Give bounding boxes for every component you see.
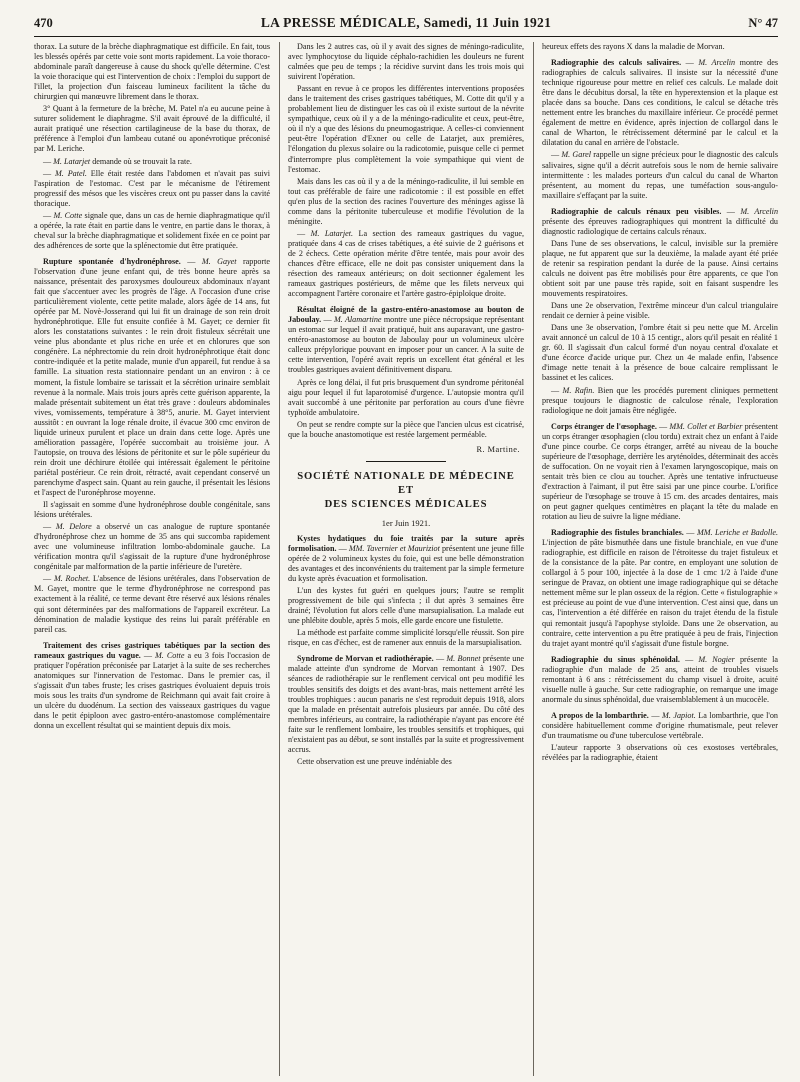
speaker-name: M. Nogier [698, 654, 735, 664]
section-separator [366, 461, 446, 462]
newspaper-page [34, 14, 778, 1076]
paragraph: On peut se rendre compte sur la pièce que l'ancien ulcus est cicatrisé, que la bouche anastomotique est restée largement perméable. [288, 419, 524, 439]
speaker-name: M. Latarjet. [310, 228, 354, 238]
speaker-name: M. Delore [55, 522, 92, 532]
society-name-line: DES SCIENCES MÉDICALES [324, 498, 488, 510]
paragraph: — M. Latarjet demande où se trouvait la rate. [43, 156, 192, 166]
section-heading: Radiographie des fistules branchiales. [551, 528, 684, 538]
paragraph-text: présente des épreuves radiographiques qui montrent la difficulté du diagnostic radiologique de certains calculs rénaux. [542, 216, 778, 236]
section-paragraph: Syndrome de Morvan et radiothérapie. — M. Bonnet présente une malade atteinte d'un syndrome de Morvan remontant à 1907. Des séances de radiothérapie sur le renflement cervical ont peu modifié les troubles sensitifs des doigts et des avant-bras, mais nettement arrêté les troubles trophiques : aucun panaris ne s'est reproduit depuis 1918, alors que la malade en présentait autrefois plusieurs par année. Du côté des membres inférieurs, au contraire, la radiothérapie n'ayant pas encore été faite sur le renflement lombaire, les troubles sensitifs et trophiques, qui n'existaient pas au début, se sont installés par la suite et progressivement accrus. [288, 654, 524, 754]
paragraph-text: a observé un cas analogue de rupture spontanée d'hydronéphrose chez un homme de 35 ans qui succomba rapidement avec une volumineuse infiltration lombo-abdominale gauche. La vérification montra qu'il s'agissait de la rupture d'une hydronéphrose congénitale par malformation de la partie inférieure de l'uretère. [34, 522, 270, 572]
section-heading: Radiographie du sinus sphénoïdal. [551, 654, 680, 664]
page-header [34, 14, 778, 37]
paragraph: Passant en revue à ce propos les différentes interventions proposées dans le traitement des crises gastriques tabétiques, M. Cotte dit qu'il y a probablement lieu de distinguer les cas où il existe surtout de la névrite sympathique, ceux où il y a de la méningo-radiculite et ceux, peut-être, où il n'y a que des lésions du pneumogastrique. A celles-ci conviennent peut-être l'opération d'Exner ou celle de Latarjet, aux premières, l'élongation du plexus solaire ou la radicotomie, puisque celle ci permet d'interrompre plus complètement la voie sympathique qui vient de l'estomac. [288, 84, 524, 174]
paragraph-text: Elle était restée dans l'abdomen et n'avait pas suivi l'aspiration de l'estomac. C'est par le mécanisme de l'étirement progressif des mésos que les viscères creux ont pu passer dans la cavité thoracique. [34, 168, 270, 208]
paragraph-text: montre une pièce nécropsique représentant un estomac sur lequel il avait pratiqué, huit ans auparavant, une gastro-entéro-anastomose au bouton de Jaboulay pour un volumineux ulcère calleux prépylorique pouvant en imposer pour un cancer. A la suite de cette intervention, l'opéré avait repris un excellent état général et les troubles gastriques avaient définitivement disparu. [288, 315, 524, 375]
paragraph-text: Bien que les procédés purement cliniques permettent presque toujours le diagnostic de calculose rénale, l'exploration radiologique ne doit jamais être négligée. [542, 385, 778, 415]
paragraph: — M. Latarjet. La section des rameaux gastriques du vague, pratiquée dans 4 cas de crises tabétiques, a été suivie de 2 guérisons et de 2 échecs. Cette opération mérite d'être tentée, mais pour avoir des chances d'être efficace, elle ne doit pas consister uniquement dans la résection des rameaux antérieurs; on doit sectionner également les rameaux gastriques postérieurs, de même que les filets nerveux qui accompagnent l'artère coronaire et l'artère gastro-épiploïque droite. [288, 228, 524, 299]
section-heading: Résultat éloigné de la gastro-entéro-anastomose au bouton de Jaboulay. [288, 305, 524, 325]
column-divider [279, 42, 280, 1076]
speaker-name: MM. Collet et Barbier [669, 421, 743, 431]
speaker-name: M. Latarjet [53, 156, 91, 166]
paragraph-text: présentent un corps étranger œsophagien (clou tordu) extrait chez un enfant à l'aide d'une pince courbe. Ce corps étranger, arrêté au niveau de la bouche supérieure de l'œsophage, derrière les aryténoïdes, déterminait des accès de suffocation. On ne voyait rien à l'examen laryngoscopique, mais on sentait très bien ce clou au toucher. Après une tentative infructueuse d'extraction à l'aimant, il put être saisi par une pince courbe. L'orifice supérieur de l'œsophage se trouve à 15 cm. des arcades dentaires, mais on peut gagner quelques centimètres en plaçant la tête du malade en rotation au lieu de suivre la ligne médiane. [542, 421, 778, 522]
paragraph: — M. Rochet. L'absence de lésions urétérales, dans l'observation de M. Gayet, montre que le terme d'hydronéphrose ne correspond pas exactement à la réalité, ce terme devant être réservé aux lésions rénales qui sont déterminées par des malformations de l'appareil excréteur. La dénomination de maladie kystique des reins lui paraît préférable en pareil cas. [34, 574, 270, 634]
paragraph: Mais dans les cas où il y a de la méningo-radiculite, il lui semble en tout cas préférable de faire une radicotomie : il est possible en effet qu'en plus de la section des racines l'ouverture des méninges agisse là comme dans la péritonite tuberculeuse et modifie l'évolution de la méningite. [288, 176, 524, 226]
paragraph-text: La lombarthrie, que l'on considère habituellement comme d'origine rhumatismale, peut relever d'un traumatisme ou d'une tuberculose vertébrale. [542, 710, 778, 740]
section-paragraph: Radiographie des calculs salivaires. — M. Arcelin montre des radiographies de calculs salivaires. Il insiste sur la nécessité d'une technique rigoureuse pour mettre en relief ces calculs. Le malade doit être dans le décubitus dorsal, la tête en hyperextension et la plaque est placée dans sa bouche. Dans ces conditions, le calcul se détache très nettement entre les branches du maxillaire inférieur. Ce procédé permet également de mettre en évidence, après injection de collargol dans le canal de Wharton, le rétrécissement déterminé par le calcul et la dilatation du canal en arrière de l'obstacle. [542, 58, 778, 148]
section-paragraph: Radiographie de calculs rénaux peu visibles. — M. Arcelin présente des épreuves radiographiques qui montrent la difficulté du diagnostic radiologique de certains calculs rénaux. [542, 206, 778, 236]
section-paragraph: A propos de la lombarthrie. — M. Japiot. La lombarthrie, que l'on considère habituellement comme d'origine rhumatismale, peut relever d'un traumatisme ou d'une tuberculose vertébrale. [542, 710, 778, 740]
section-paragraph: Radiographie du sinus sphénoïdal. — M. Nogier présente la radiographie d'un malade de 25 ans, atteint de troubles visuels remontant à 6 ans : rétrécissement du champ visuel à droite, acuité visuelle nulle à gauche. Sur cette radiographie, on remarque une image anormale du sinus sphénoïdal, due vraisemblablement à un mucocèle. [542, 654, 778, 704]
speaker-name: M. Patel. [55, 168, 87, 178]
section-heading: A propos de la lombarthrie. [551, 710, 649, 720]
column-left [34, 42, 270, 1076]
section-heading: Radiographie de calculs rénaux peu visibles. [551, 206, 722, 216]
section-heading: Radiographie des calculs salivaires. [551, 58, 682, 68]
session-date: 1er Juin 1921. [381, 517, 431, 528]
paragraph-text: L'injection de pâte bismuthée dans une fistule branchiale, en vue d'une radiographie, est difficile en raison de l'étroitesse du trajet fistuleux et de la consistance de la pâte. Par contre, en employant une solution de collargol à 5 pour 100, injectée à la dose de 1 cmc 1/2 à l'aide d'une seringue de Pravaz, on obtient une image radiographique qui se détache nettement même sur le plan osseux de la région. Cette « fistulographie » est précieuse au point de vue d'une intervention. C'est ainsi que, dans un cas, l'intervention a été différée en raison du trajet étendu de la fistule qui remontait jusqu'à l'apophyse styloïde. Dans une 2e observation, au contraire, cette intervention a pu être pratiquée à peu de frais, l'injection du trajet ayant montré qu'il s'agissait d'une fistule borgne. [542, 538, 778, 648]
speaker-name: M. Arcelin [698, 58, 736, 68]
society-name-line: SOCIÉTÉ NATIONALE DE MÉDECINE [297, 470, 515, 482]
author-signature: R. Martine. [476, 444, 520, 454]
paragraph-text: L'absence de lésions urétérales, dans l'observation de M. Gayet, montre que le terme d'hydronéphrose ne correspond pas exactement à la réalité, ce terme devant être réservé aux lésions rénales qui sont déterminées par des malformations de l'appareil excréteur. La dénomination de maladie kystique des reins lui paraît préférable en pareil cas. [34, 574, 270, 634]
paragraph: 3° Quant à la fermeture de la brèche, M. Patel n'a eu aucune peine à suturer solidement le diaphragme. S'il avait éprouvé de la difficulté, il aurait pratiqué une résection cartilagineuse de la base du thorax, de préférence à l'emploi d'un lambeau cutané ou aponévrotique préconisé par M. Leriche. [34, 104, 270, 154]
speaker-name: M. Arcelin [740, 206, 778, 216]
paragraph: heureux effets des rayons X dans la maladie de Morvan. [542, 42, 725, 51]
paragraph-text: signale que, dans un cas de hernie diaphragmatique qu'il a opérée, la rate était en partie dans le ventre, en partie dans le thorax, à cheval sur la brèche diaphragmatique et solidement fixée en ce point par des adhérences de sorte que la splénectomie dut être pratiquée. [34, 210, 270, 250]
column-middle [288, 42, 524, 1076]
paragraph-text: rapporte l'observation d'une jeune enfant qui, de très bonne heure après sa naissance, présentait des paroxysmes douloureux abdominaux n'ayant fait que s'accentuer avec les progrès de l'âge. A l'occasion d'une crise particulièrement violente, cette petite malade, alors âgée de 14 ans, fut opérée par M. Novè-Josserand qui lui fit un drainage de son rein droit hydronéphrotique. Elle fut ensuite confiée à M. Gayet; ce dernier fit alors les constatations suivantes : le rein droit fistuleux sécrétait une veine plus abondante et plus riche en urée et en chlorures que son congénère. La néphrectomie du rein droit hydronéphrotique était donc contre-indiquée et la petite malade, munie d'un appareil, fut rendue à sa famille. La situation resta stationnaire pendant un an environ : à ce moment, la fistule lombaire se tarissait et la sécrétion urinaire semblait revenue à la normale. Mais trois jours après cette guérison apparente, la malade présentait subitement un état très grave : douleurs abdominales vives, vomissements, température à 38°5, anurie. M. Gayet intervient aussitôt : en ouvrant la loge rénale droite, il évacue 300 cmc environ de liquide urineux purulent et place un drain dans cette loge. Après une amélioration passagère, l'opérée succombait au troisième jour. A l'autopsie, on trouva des lésions de péritonite et sur le pôle supérieur du rein droit une déchirure étoilée qui intéressait également le péritoine pariétal postérieur. Ce rein droit, rétracté, avait cependant conservé un parenchyme d'aspect sain. Quant au rein gauche, il présentait les lésions et l'aspect de l'uronéphrose moyenne. [34, 256, 270, 498]
section-paragraph: Traitement des crises gastriques tabétiques par la section des rameaux gastriques du vague. — M. Cotte a eu 3 fois l'occasion de pratiquer l'opération préconisée par Latarjet à la suite de ses recherches anatomiques sur l'innervation de l'estomac. Dans le premier cas, il s'agissait d'un tabes fruste; les crises gastriques évoluaient depuis trois mois sous les traits d'un syndrome de Reichmann qui avait fait croire à un ulcère du duodénum. La section des vaisseaux gastriques du vague dans le petit épiploon avec gastro-entéro-anastomose complémentaire donna un excellent résultat qui se maintient depuis dix mois. [34, 640, 270, 731]
speaker-name: M. Rochet. [53, 574, 91, 584]
paragraph: — M. Delore a observé un cas analogue de rupture spontanée d'hydronéphrose chez un homme de 35 ans qui succomba rapidement avec une volumineuse infiltration lombo-abdominale gauche. La vérification montra qu'il s'agissait de la rupture d'une hydronéphrose congénitale par malformation de la partie inférieure de l'uretère. [34, 522, 270, 572]
paragraph: — M. Patel. Elle était restée dans l'abdomen et n'avait pas suivi l'aspiration de l'estomac. C'est par le mécanisme de l'étirement progressif des mésos que les viscères creux ont pu passer dans la cavité thoracique. [34, 168, 270, 208]
paragraph: Dans une 3e observation, l'ombre était si peu nette que M. Arcelin avait annoncé un calcul de 10 à 15 centigr., alors qu'il pesait en réalité 1 gr. 60. Il s'agissait d'un calcul formé d'un noyau central d'oxalate et d'une écorce d'acide urique pur. Chez un 4e malade enfin, l'absence d'image nette tenait à la présence de boue calcaire remplissant le bassinet et les calices. [542, 323, 778, 383]
paragraph: Dans l'une de ses observations, le calcul, invisible sur la première plaque, ne fut apparent que sur la deuxième, la malade ayant été priée de retenir sa respiration pendant la durée de la pause. Ainsi certains calculs ne doivent pas être mobilisés pour être apparents, ce que l'on obtient soit par une pause très rapide, soit en faisant suspendre les mouvements respiratoires. [542, 238, 778, 299]
speaker-name: M. Garel [561, 150, 592, 160]
society-heading [288, 470, 524, 528]
paragraph: Cette observation est une preuve indéniable des [297, 756, 452, 766]
section-paragraph: Kystes hydatiques du foie traités par la suture après formolisation. — MM. Tavernier et Mauriziot présentent une jeune fille opérée de 2 volumineux kystes du foie, qui est une belle démonstration des avantages et des inconvénients du traitement par la simple fermeture du kyste après évacuation et formolisation. [288, 533, 524, 584]
paragraph-text: présentent une jeune fille opérée de 2 volumineux kystes du foie, qui est une belle démonstration des avantages et des inconvénients du traitement par la simple fermeture du kyste après évacuation et formolisation. [288, 543, 524, 584]
speaker-name: M. Gayet [201, 256, 237, 266]
section-paragraph: Corps étranger de l'œsophage. — MM. Collet et Barbier présentent un corps étranger œsophagien (clou tordu) extrait chez un enfant à l'aide d'une pince courbe. Ce corps étranger, arrêté au niveau de la bouche supérieure de l'œsophage, derrière les aryténoïdes, déterminait des accès de suffocation. On ne voyait rien à l'examen laryngoscopique, mais on sentait très bien ce clou au toucher. Après une tentative infructueuse d'extraction à l'aimant, il put être saisi par une pince courbe. L'orifice supérieur de l'œsophage se trouve à 15 cm. des arcades dentaires, mais on peut gagner quelques centimètres en plaçant la tête du malade en rotation au lieu de suivre la ligne médiane. [542, 421, 778, 522]
column-divider [533, 42, 534, 1076]
society-name-line: ET [398, 484, 414, 496]
paragraph-text: demande où se trouvait la rate. [90, 156, 192, 166]
paragraph-text: rappelle un signe précieux pour le diagnostic des calculs salivaires, signe qu'il a décrit autrefois sous le nom de hernie salivaire intermittente : les malades porteurs d'un calcul du canal de Wharton présentent, au moment du repas, une tuméfaction sous-angulo-maxillaire s'effaçant par la suite. [542, 150, 778, 200]
section-heading: Kystes hydatiques du foie traités par la suture après formolisation. [288, 533, 524, 553]
column-right [542, 42, 778, 1076]
section-paragraph: Rupture spontanée d'hydronéphrose. — M. Gayet rapporte l'observation d'une jeune enfant qui, de très bonne heure après sa naissance, présentait des paroxysmes douloureux abdominaux n'ayant fait que s'accentuer avec les progrès de l'âge. A l'occasion d'une crise particulièrement violente, cette petite malade, alors âgée de 14 ans, fut opérée par M. Novè-Josserand qui lui fit un drainage de son rein droit hydronéphrotique. Elle fut ensuite confiée à M. Gayet; ce dernier fit alors les constatations suivantes : le rein droit fistuleux sécrétait une veine plus abondante et plus riche en urée et en chlorures que son congénère. La néphrectomie du rein droit hydronéphrotique était donc contre-indiquée et la petite malade, munie d'un appareil, fut rendue à sa famille. La situation resta stationnaire pendant un an environ : à ce moment, la fistule lombaire se tarissait et la sécrétion urinaire semblait revenue à la normale. Mais trois jours après cette guérison apparente, la malade présentait subitement un état très grave : douleurs abdominales vives, vomissements, température à 38°5, anurie. M. Gayet intervient aussitôt : en ouvrant la loge rénale droite, il évacue 300 cmc environ de liquide urineux purulent et place un drain dans cette loge. Après une amélioration passagère, l'opérée succombait au troisième jour. A l'autopsie, on trouva des lésions de péritonite et sur le pôle supérieur du rein droit une déchirure étoilée qui intéressait également le péritoine pariétal postérieur. Ce rein droit, rétracté, avait cependant conservé un parenchyme d'aspect sain. Quant au rein gauche, il présentait les lésions et l'aspect de l'uronéphrose moyenne. [34, 256, 270, 498]
speaker-name: M. Cotte [155, 650, 185, 660]
speaker-name: M. Bonnet [446, 654, 481, 664]
paragraph-text: montre des radiographies de calculs salivaires. Il insiste sur la nécessité d'une technique rigoureuse pour mettre en relief ces calculs. Le malade doit être dans le décubitus dorsal, la tête en hyperextension et la plaque est placée dans sa bouche. Dans ces conditions, le calcul se détache très nettement entre les branches du maxillaire inférieur. Ce procédé permet également de mettre en évidence, après injection de collargol dans le canal de Wharton, le rétrécissement déterminé par le calcul et la dilatation du canal en arrière de l'obstacle. [542, 58, 778, 148]
paragraph: Dans les 2 autres cas, où il y avait des signes de méningo-radiculite, avec lymphocytose du liquide céphalo-rachidien les douleurs ne furent calmées que peu de temps ; la récidive survint dans les trois mois qui suivirent l'opération. [288, 42, 524, 82]
page-number: 470 [34, 16, 53, 30]
paragraph-text: présente la radiographie d'un malade de 25 ans, atteint de troubles visuels remontant à 6 ans : rétrécissement du champ visuel à droite, acuité visuelle nulle à gauche. Sur cette radiographie, on remarque une image anormale du sinus sphénoïdal, due vraisemblablement à un mucocèle. [542, 654, 778, 704]
paragraph: — M. Cotte signale que, dans un cas de hernie diaphragmatique qu'il a opérée, la rate était en partie dans le ventre, en partie dans le thorax, à cheval sur la brèche diaphragmatique et solidement fixée en ce point par des adhérences de sorte que la splénectomie dut être pratiquée. [34, 210, 270, 250]
section-paragraph: Radiographie des fistules branchiales. — MM. Leriche et Badolle. L'injection de pâte bismuthée dans une fistule branchiale, en vue d'une radiographie, est difficile en raison de l'étroitesse du trajet fistuleux et de la consistance de la pâte. Par contre, en employant une solution de collargol à 5 pour 100, injectée à la dose de 1 cmc 1/2 à l'aide d'une seringue de Pravaz, on obtient une image radiographique qui se détache nettement même sur le plan osseux de la région. Cette « fistulographie » est précieuse au point de vue d'une intervention. C'est ainsi que, dans un cas, l'intervention a été différée en raison du trajet étendu de la fistule qui remontait jusqu'à l'apophyse styloïde. Dans une 2e observation, au contraire, cette intervention a pu être pratiquée à peu de frais, l'injection du trajet ayant montré qu'il s'agissait d'une fistule borgne. [542, 528, 778, 648]
paragraph: L'auteur rapporte 3 observations où ces exostoses vertébrales, révélées par la radiographie, étaient [542, 743, 778, 763]
paragraph-text: présente une malade atteinte d'un syndrome de Morvan remontant à 1907. Des séances de radiothérapie sur le renflement cervical ont peu modifié les troubles sensitifs des doigts et des avant-bras, mais nettement arrêté les troubles trophiques : aucun panaris ne s'est reproduit depuis 1918, alors que la malade en présentait autrefois plusieurs par année. Du côté des membres inférieurs, au contraire, la radiothérapie n'ayant pas encore été faite sur le renflement lombaire, les troubles sensitifs et trophiques, qui n'existaient pas au début, se sont installés par la suite et progressivement accrus. [288, 654, 524, 754]
speaker-name: M. Cotte [53, 210, 83, 220]
speaker-name: MM. Leriche et Badolle. [696, 528, 778, 538]
paragraph: La méthode est parfaite comme simplicité lorsqu'elle réussit. Son pire risque, en cas d'échec, est de ramener aux ennuis de la marsupialisation. [288, 628, 524, 648]
speaker-name: M. Alamartine [333, 315, 382, 325]
paragraph: L'un des kystes fut guéri en quelques jours; l'autre se remplit progressivement de bile qui s'infecta ; il dut après 3 semaines être drainé; l'évolution fut alors celle d'une marsupialisation. La malade eut une phlébite double, après 5 mois, elle garde encore une fistulette. [288, 586, 524, 626]
paragraph-text: a eu 3 fois l'occasion de pratiquer l'opération préconisée par Latarjet à la suite de ses recherches anatomiques sur l'innervation de l'estomac. Dans le premier cas, il s'agissait d'un tabes fruste; les crises gastriques évoluaient depuis trois mois sous les traits d'un syndrome de Reichmann qui avait fait croire à un ulcère du duodénum. La section des vaisseaux gastriques du vague dans le petit épiploon avec gastro-entéro-anastomose complémentaire donna un excellent résultat qui se maintient depuis dix mois. [34, 650, 270, 731]
paragraph: Après ce long délai, il fut pris brusquement d'un syndrome péritonéal aigu pour lequel il fut laparotomisé d'urgence. L'autopsie montra qu'il avait succombé à une péritonite par perforation au cours d'une fièvre typhoïde ambulatoire. [288, 377, 524, 417]
speaker-name: MM. Tavernier et Mauriziot [348, 543, 440, 553]
section-heading: Rupture spontanée d'hydronéphrose. [43, 256, 181, 266]
paragraph: Dans une 2e observation, l'extrême minceur d'un calcul triangulaire rendait ce dernier à peine visible. [542, 301, 778, 321]
paragraph-text: La section des rameaux gastriques du vague, pratiquée dans 4 cas de crises tabétiques, a été suivie de 2 guérisons et de 2 échecs. Cette opération mérite d'être tentée, mais pour avoir des chances d'être efficace, elle ne doit pas consister uniquement dans la résection des rameaux antérieurs; on doit sectionner également les rameaux gastriques postérieurs, de même que les filets nerveux qui accompagnent l'artère coronaire et l'artère gastro-épiploïque droite. [288, 228, 524, 299]
section-paragraph: Résultat éloigné de la gastro-entéro-anastomose au bouton de Jaboulay. — M. Alamartine montre une pièce nécropsique représentant un estomac sur lequel il avait pratiqué, huit ans auparavant, une gastro-entéro-anastomose au bouton de Jaboulay pour un volumineux ulcère calleux prépylorique pouvant en imposer pour un cancer. A la suite de cette intervention, l'opéré avait repris un excellent état général et les troubles gastriques avaient définitivement disparu. [288, 305, 524, 375]
speaker-name: M. Japiot. [662, 710, 696, 720]
section-heading: Corps étranger de l'œsophage. [551, 421, 657, 431]
paragraph: — M. Rafin. Bien que les procédés purement cliniques permettent presque toujours le diagnostic de calculose rénale, l'exploration radiologique ne doit jamais être négligée. [542, 385, 778, 415]
issue-number: N° 47 [748, 16, 778, 30]
section-heading: Syndrome de Morvan et radiothérapie. [297, 654, 434, 664]
speaker-name: M. Rafin. [562, 385, 595, 395]
paragraph: thorax. La suture de la brèche diaphragmatique est difficile. En fait, tous les blessés opérés par cette voie sont morts rapidement. La voie thoraco-abdominale paraît dangereuse à cause du shock qu'elle détermine. C'est la voie thoracique qui est l'intervention de choix : l'emploi du support de l'illet, la projection d'un faisceau lumineux facilitent la tâche du chirurgien qui manœuvre librement dans le thorax. [34, 42, 270, 102]
section-heading: Traitement des crises gastriques tabétiques par la section des rameaux gastriques du vague. [34, 640, 270, 660]
journal-title: LA PRESSE MÉDICALE, Samedi, 11 Juin 1921 [260, 15, 552, 30]
paragraph: Il s'agissait en somme d'une hydronéphrose double congénitale, sans lésions urétérales. [34, 500, 270, 520]
paragraph: — M. Garel rappelle un signe précieux pour le diagnostic des calculs salivaires, signe qu'il a décrit autrefois sous le nom de hernie salivaire intermittente : les malades porteurs d'un calcul du canal de Wharton présentent, au moment du repas, une tuméfaction sous-angulo-maxillaire s'effaçant par la suite. [542, 150, 778, 200]
